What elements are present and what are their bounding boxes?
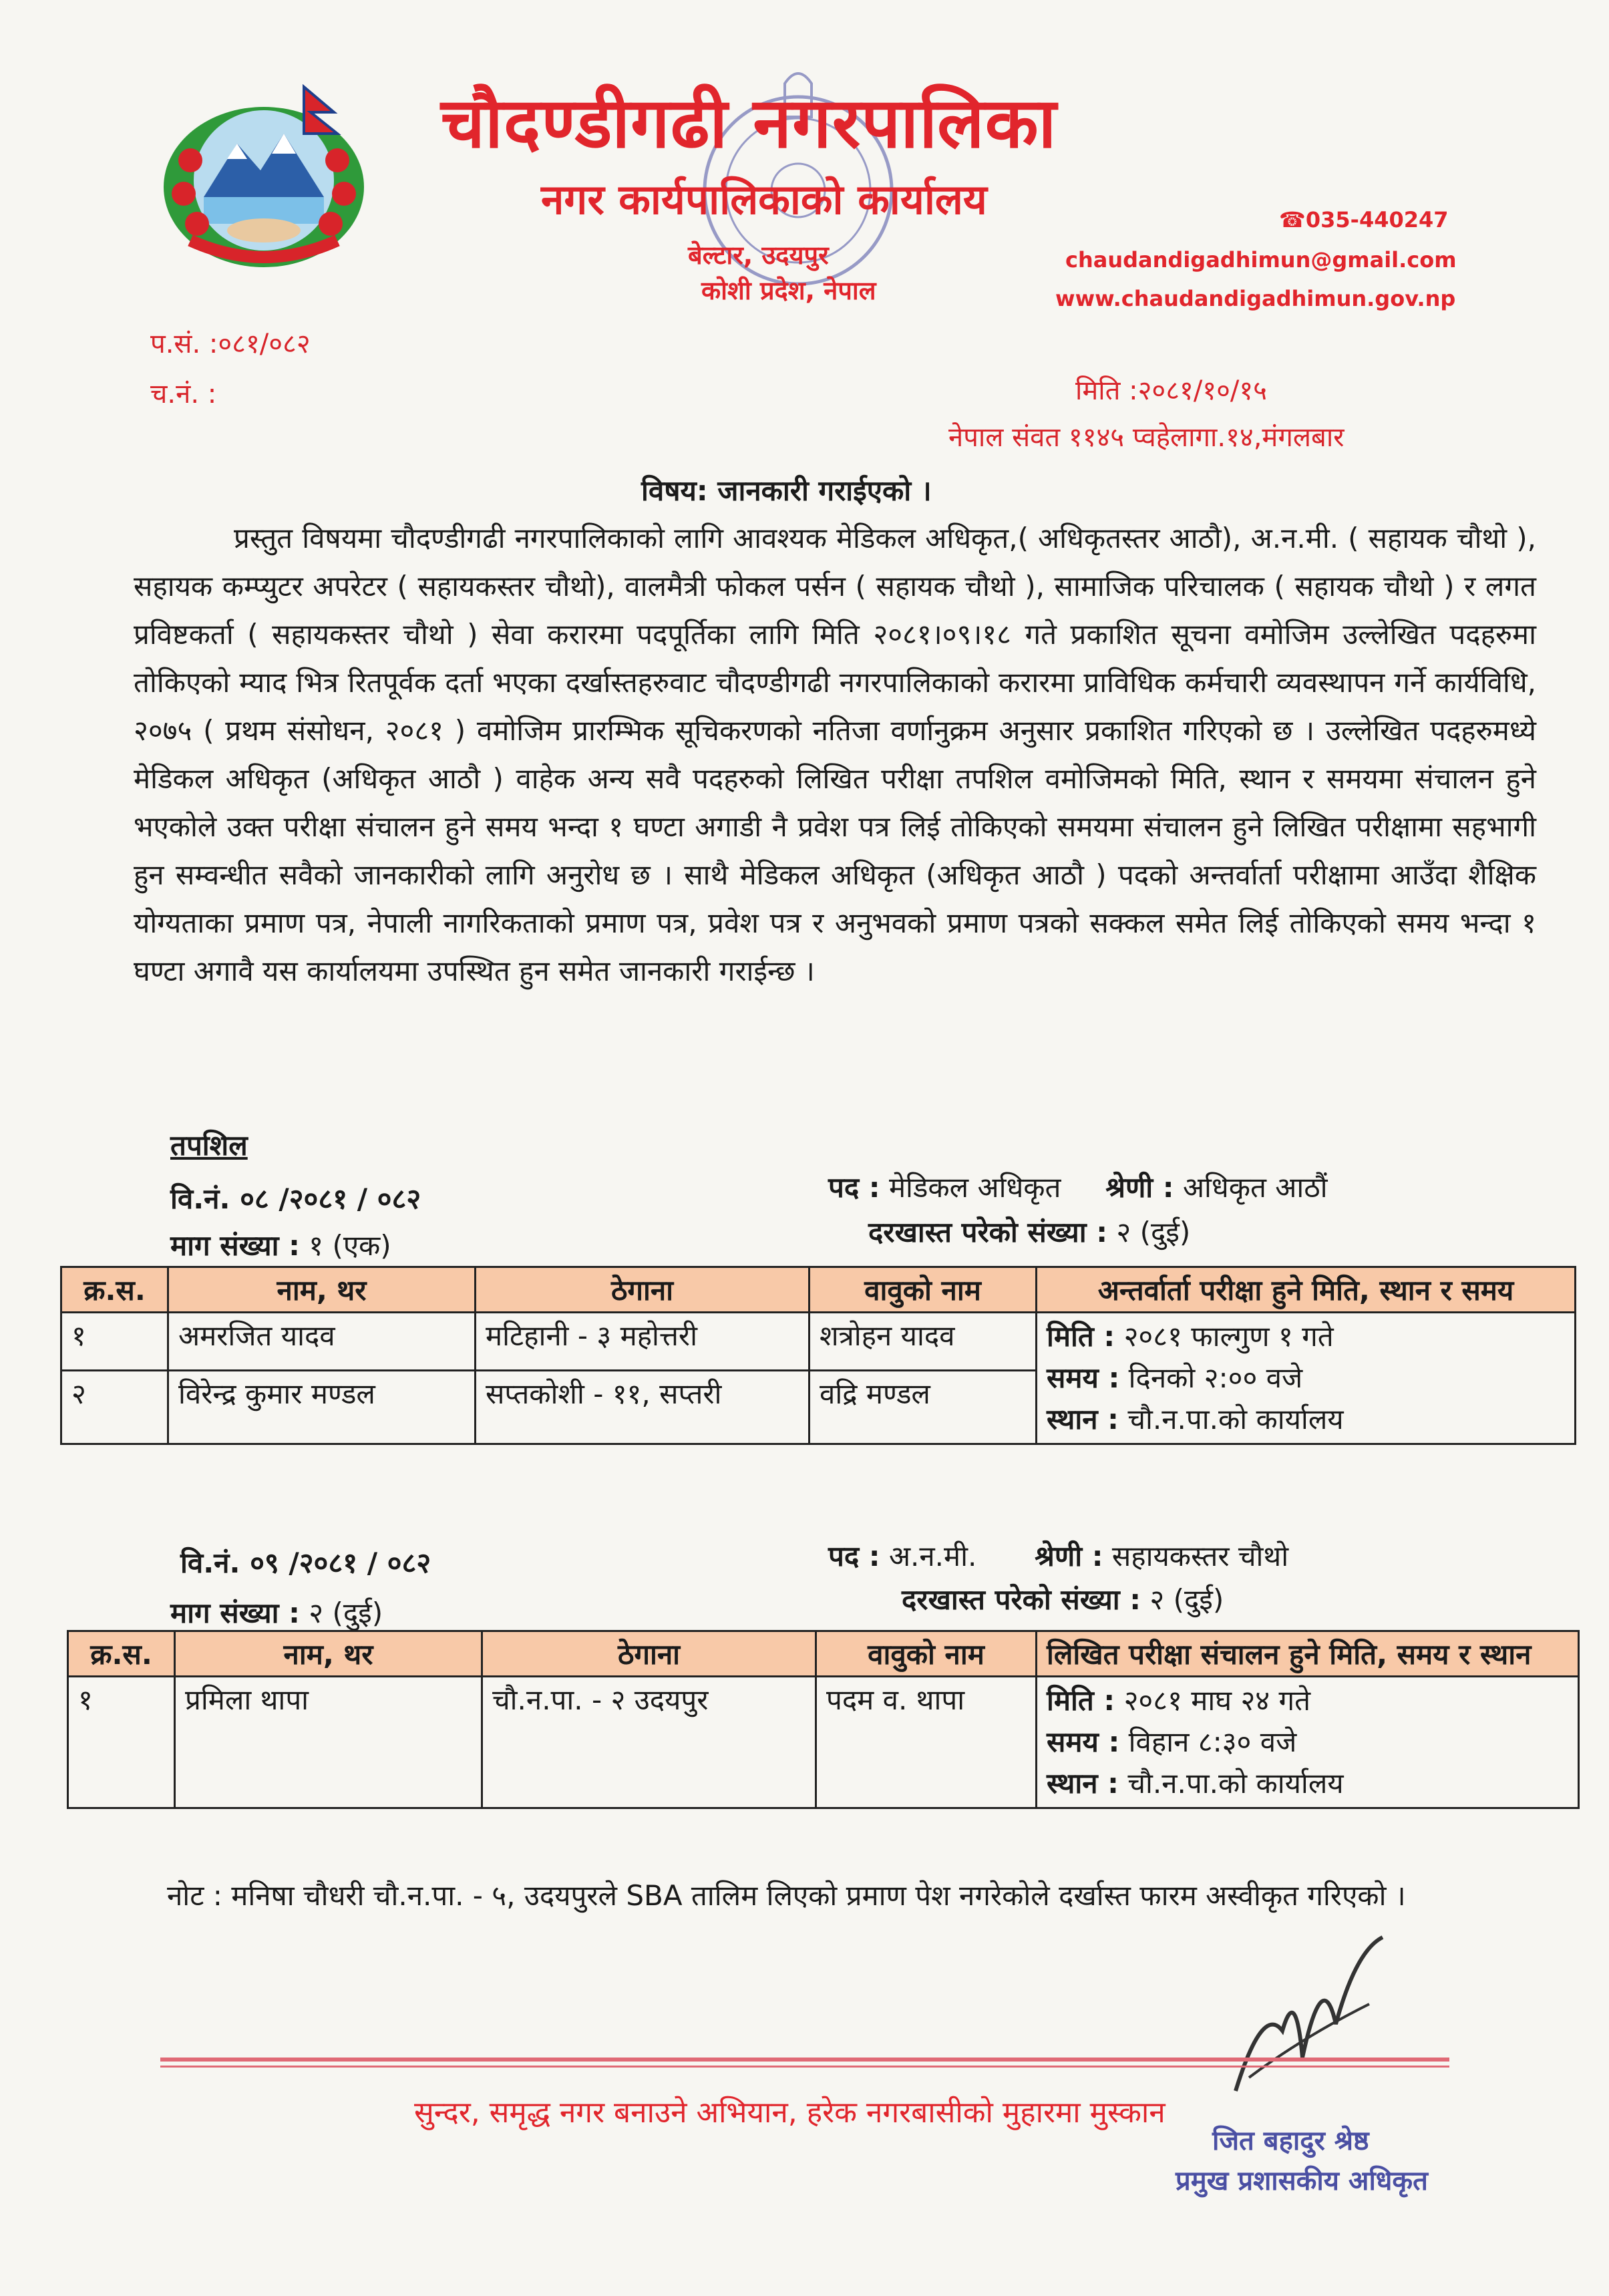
cell-name: प्रमिला थापा xyxy=(175,1677,482,1808)
category-value: अधिकृत आठौं xyxy=(1182,1171,1328,1204)
section2-applications xyxy=(902,1580,1224,1618)
demand-label: माग संख्या : xyxy=(170,1229,300,1262)
cell-address: चौ.न.पा. - २ उदयपुर xyxy=(482,1677,816,1808)
cell-name: विरेन्द्र कुमार मण्डल xyxy=(168,1371,476,1444)
category-label: श्रेणी : xyxy=(1035,1540,1103,1573)
letter-date: मिति :२०८१/१०/१५ xyxy=(1075,375,1267,406)
section2-demand xyxy=(170,1593,383,1631)
applications-label: दरखास्त परेको संख्या : xyxy=(902,1583,1141,1616)
subject-line: विषय: जानकारी गराईएको । xyxy=(641,474,932,507)
signatory-name: जित बहादुर श्रेष्ठ xyxy=(1212,2126,1369,2156)
footer-divider xyxy=(160,2058,1449,2062)
col-header: नाम, थर xyxy=(168,1267,476,1313)
table-row xyxy=(61,1313,1576,1371)
col-header: ठेगाना xyxy=(476,1267,810,1313)
category-label: श्रेणी : xyxy=(1105,1171,1174,1204)
col-header: नाम, थर xyxy=(175,1631,482,1677)
col-header: लिखित परीक्षा संचालन हुने मिति, समय र स्थान xyxy=(1037,1631,1579,1677)
table-row xyxy=(68,1677,1579,1808)
section2-table xyxy=(67,1630,1580,1809)
cell-father: वद्रि मण्डल xyxy=(810,1371,1037,1444)
table-header-row xyxy=(68,1631,1579,1677)
post-value: मेडिकल अधिकृत xyxy=(888,1171,1061,1204)
post-value: अ.न.मी. xyxy=(888,1540,977,1573)
section1-table xyxy=(60,1266,1576,1445)
section1-demand xyxy=(170,1226,391,1264)
municipality-title: चौदण्डीगढी नगरपालिका xyxy=(441,82,1057,164)
patra-sankhya: प.सं. :०८१/०८२ xyxy=(150,329,311,359)
applications-value: २ (दुई) xyxy=(1149,1583,1224,1616)
office-subtitle: नगर कार्यपालिकाको कार्यालय xyxy=(541,175,987,224)
section2-vi-no: वि.नं. ०९ /२०८१ / ०८२ xyxy=(180,1546,431,1579)
applications-label: दरखास्त परेको संख्या : xyxy=(868,1216,1108,1249)
cell-schedule: मिति : २०८१ फाल्गुण १ गते समय : दिनको २:०० वजे स्थान : चौ.न.पा.को कार्यालय xyxy=(1037,1313,1576,1444)
body-paragraph: प्रस्तुत विषयमा चौदण्डीगढी नगरपालिकाको लागि आवश्यक मेडिकल अधिकृत,( अधिकृतस्तर आठौ), अ.न.मी. ( सहायक चौथो ), सहायक कम्प्युटर अपरेटर ( सहायकस्तर चौथो), वालमैत्री फोकल पर्सन ( सहायक चौथो ), सामाजिक परिचालक ( सहायक चौथो ) र लगत प्रविष्टकर्ता ( सहायकस्तर चौथो ) सेवा करारमा पदपूर्तिका लागि मिति २०८१।०९।१८ गते प्रकाशित सूचना वमोजिम उल्लेखित पदहरुमा तोकिएको म्याद भित्र रितपूर्वक दर्ता भएका दर्खास्तहरुवाट चौदण्डीगढी नगरपालिकाको करारमा प्राविधिक कर्मचारी व्यवस्थापन गर्ने कार्यविधि, २०७५ ( प्रथम संसोधन, २०८१ ) वमोजिम प्रारम्भिक सूचिकरणको नतिजा वर्णानुक्रम अनुसार प्रकाशित गरिएको छ । उल्लेखित पदहरुमध्ये मेडिकल अधिकृत (अधिकृत आठौ ) वाहेक अन्य सवै पदहरुको लिखित परीक्षा तपशिल वमोजिमको मिति, स्थान र समयमा संचालन हुने भएकोले उक्त परीक्षा संचालन हुने समय भन्दा १ घण्टा अगाडी नै प्रवेश पत्र लिई तोकिएको समयमा संचालन हुने लिखित परीक्षामा सहभागी हुन सम्वन्धीत सवैको जानकारीको लागि अनुरोध छ । साथै मेडिकल अधिकृत (अधिकृत आठौ ) पदको अन्तर्वार्ता परीक्षामा आउँदा शैक्षिक योग्यताका प्रमाण पत्र, नेपाली नागरिकताको प्रमाण पत्र, प्रवेश पत्र र अनुभवको प्रमाण पत्रको सक्कल समेत लिई तोकिएको समय भन्दा १ घण्टा अगावै यस कार्यालयमा उपस्थित हुन समेत जानकारी गराईन्छ । xyxy=(134,522,1536,987)
cell-name: अमरजित यादव xyxy=(168,1313,476,1371)
footer-slogan: सुन्दर, समृद्ध नगर बनाउने अभियान, हरेक नगरबासीको मुहारमा मुस्कान xyxy=(414,2096,1166,2130)
address-line-2: कोशी प्रदेश, नेपाल xyxy=(701,276,876,305)
address-line-1: बेल्टार, उदयपुर xyxy=(688,240,829,270)
nepal-emblem-icon xyxy=(144,80,384,281)
cell-sn: २ xyxy=(61,1371,168,1444)
cell-father: पदम व. थापा xyxy=(816,1677,1037,1808)
col-header: क्र.स. xyxy=(61,1267,168,1313)
note-text: नोट : मनिषा चौधरी चौ.न.पा. - ५, उदयपुरले SBA तालिम लिएको प्रमाण पेश नगरेकोले दर्खास्त फारम अस्वीकृत गरिएको । xyxy=(167,1879,1406,1912)
signatory-title: प्रमुख प्रशासकीय अधिकृत xyxy=(1176,2166,1428,2196)
cell-father: शत्रोहन यादव xyxy=(810,1313,1037,1371)
cell-schedule: मिति : २०८१ माघ २४ गते समय : विहान ८:३० वजे स्थान : चौ.न.पा.को कार्यालय xyxy=(1037,1677,1579,1808)
cell-address: सप्तकोशी - ११, सप्तरी xyxy=(476,1371,810,1444)
demand-value: २ (दुई) xyxy=(309,1597,383,1629)
nepal-samvat-date: नेपाल संवत ११४५ प्वहेलागा.१४,मंगलबार xyxy=(948,422,1345,453)
chalani-number: च.नं. : xyxy=(150,379,217,409)
post-label: पद : xyxy=(828,1540,880,1573)
col-header: ठेगाना xyxy=(482,1631,816,1677)
section2-post xyxy=(828,1536,1288,1575)
cell-sn: १ xyxy=(68,1677,175,1808)
cell-sn: १ xyxy=(61,1313,168,1371)
handwritten-signature-icon xyxy=(1222,1924,1396,2111)
email-address: chaudandigadhimun@gmail.com xyxy=(1065,247,1457,273)
col-header: क्र.स. xyxy=(68,1631,175,1677)
col-header: अन्तर्वार्ता परीक्षा हुने मिति, स्थान र समय xyxy=(1037,1267,1576,1313)
cell-address: मटिहानी - ३ महोत्तरी xyxy=(476,1313,810,1371)
table-header-row xyxy=(61,1267,1576,1313)
phone-number: ☎035-440247 xyxy=(1279,207,1449,232)
section1-vi-no: वि.नं. ०८ /२०८१ / ०८२ xyxy=(170,1182,421,1215)
section1-applications xyxy=(868,1212,1190,1251)
website-url: www.chaudandigadhimun.gov.np xyxy=(1055,286,1456,311)
applications-value: २ (दुई) xyxy=(1116,1216,1191,1249)
demand-value: १ (एक) xyxy=(309,1229,391,1262)
col-header: वावुको नाम xyxy=(816,1631,1037,1677)
footer-divider-thin xyxy=(160,2066,1449,2068)
category-value: सहायकस्तर चौथो xyxy=(1111,1540,1289,1573)
section1-post xyxy=(828,1168,1328,1206)
post-label: पद : xyxy=(828,1171,880,1204)
tapshil-heading: तपशिल xyxy=(170,1129,248,1162)
col-header: वावुको नाम xyxy=(810,1267,1037,1313)
demand-label: माग संख्या : xyxy=(170,1597,300,1629)
